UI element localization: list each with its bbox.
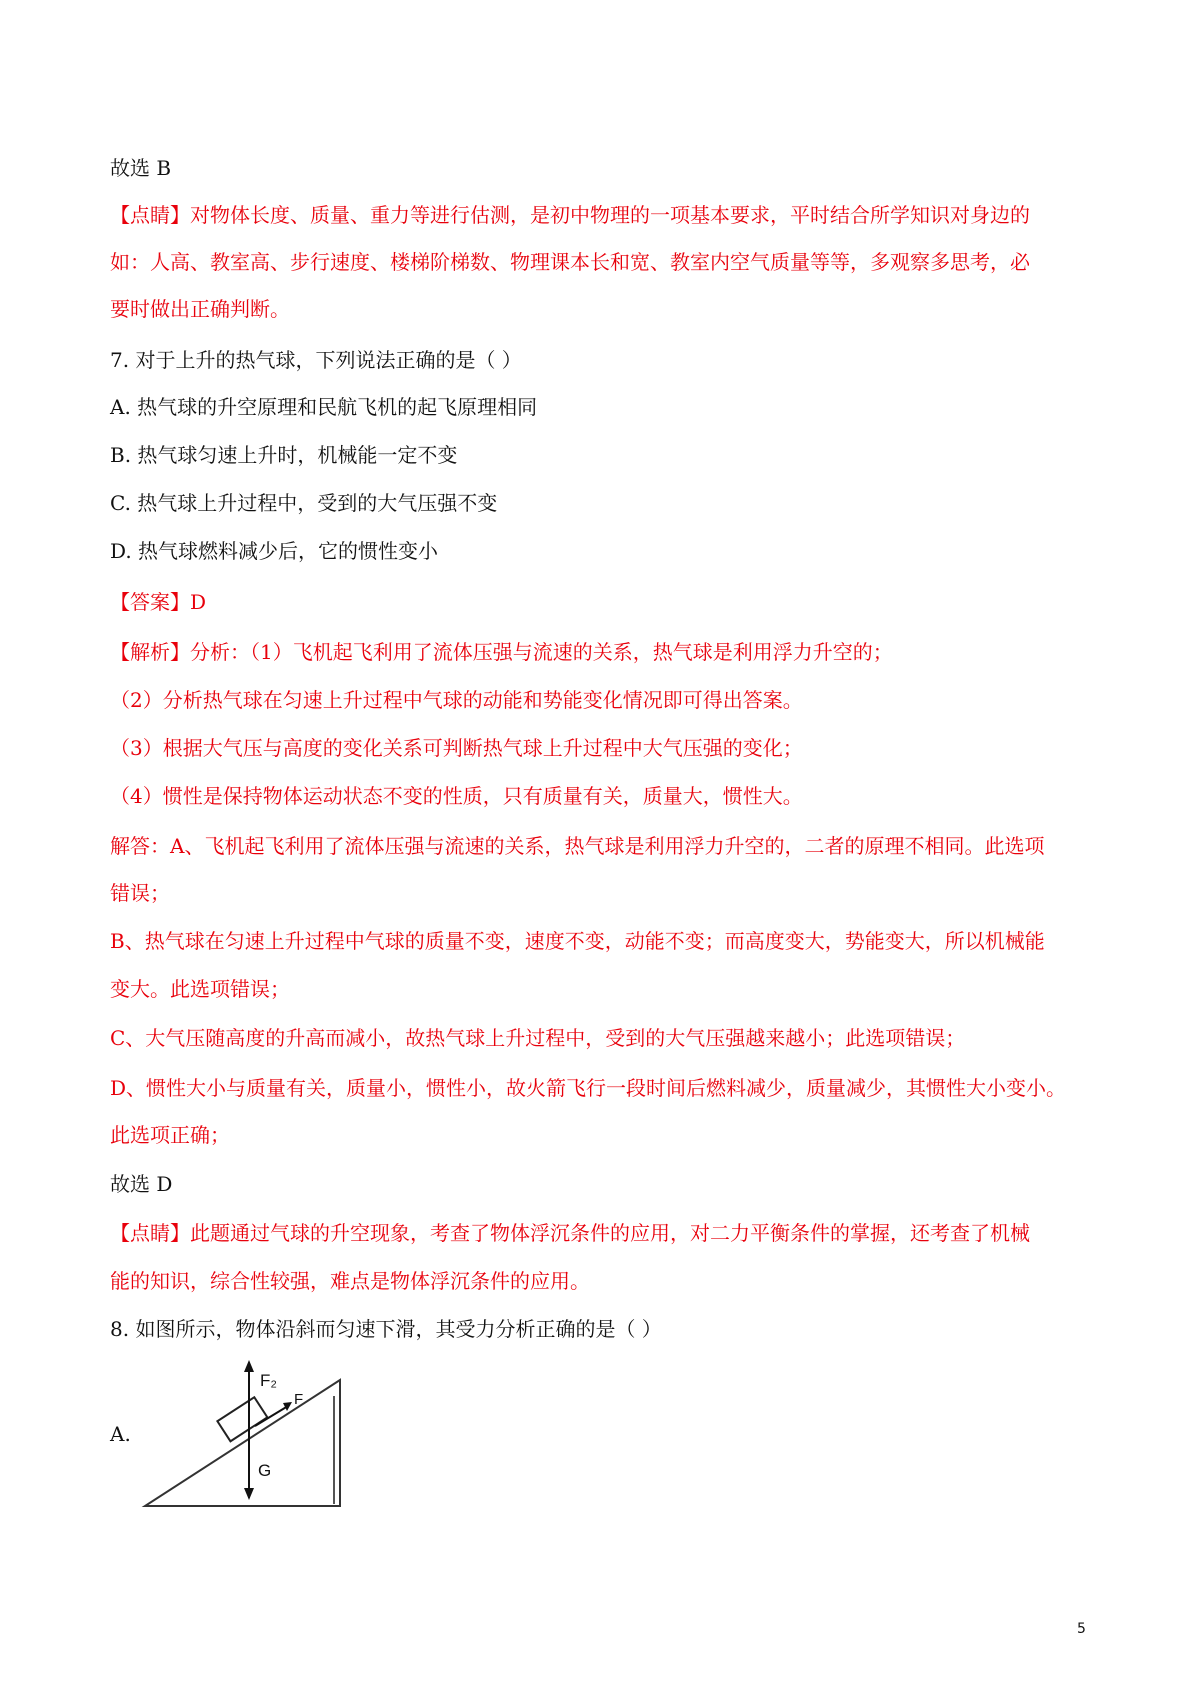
question-8: 8. 如图所示，物体沿斜而匀速下滑，其受力分析正确的是（ ） [110,1317,662,1341]
incline-plane [145,1380,340,1506]
friction-label: F [294,1391,304,1408]
option-a-label: A. [110,1422,131,1446]
page-number: 5 [1077,1621,1086,1637]
comment-line: 能的知识，综合性较强，难点是物体浮沉条件的应用。 [110,1269,590,1293]
option-b: B. 热气球匀速上升时，机械能一定不变 [110,443,458,467]
option-c: C. 热气球上升过程中，受到的大气压强不变 [110,491,498,515]
solution-line: 错误； [110,881,170,905]
analysis-line: （2）分析热气球在匀速上升过程中气球的动能和势能变化情况即可得出答案。 [110,688,803,712]
normal-force-label: F₂ [260,1371,277,1390]
answer-line: 【答案】D [110,590,207,614]
solution-line: C、大气压随高度的升高而减小，故热气球上升过程中，受到的大气压强越来越小；此选项错误； [110,1026,966,1050]
gravity-label: G [258,1461,272,1480]
solution-line: 变大。此选项错误； [110,977,290,1001]
solution-line: 解答：A、飞机起飞利用了流体压强与流速的关系，热气球是利用浮力升空的，二者的原理不相同。此选项 [110,834,1045,858]
text-line: 要时做出正确判断。 [110,297,290,321]
friction-arrowhead [283,1402,292,1411]
solution-line: B、热气球在匀速上升过程中气球的质量不变，速度不变，动能不变；而高度变大，势能变大，所以机械能 [110,929,1045,953]
analysis-line: （4）惯性是保持物体运动状态不变的性质，只有质量有关，质量大，惯性大。 [110,784,803,808]
gravity-arrowhead [244,1488,254,1500]
text-line: 如：人高、教室高、步行速度、楼梯阶梯数、物理课本长和宽、教室内空气质量等等，多观察多思考，必 [110,250,1030,274]
normal-force-arrowhead [244,1360,254,1372]
text-line: 【点睛】对物体长度、质量、重力等进行估测，是初中物理的一项基本要求，平时结合所学知识对身边的 [110,203,1030,227]
option-d: D. 热气球燃料减少后，它的惯性变小 [110,539,439,563]
solution-line: D、惯性大小与质量有关，质量小，惯性小，故火箭飞行一段时间后燃料减少，质量减少，其惯性大小变小。 [110,1076,1067,1100]
text-line: 故选 D [110,1172,173,1196]
question-7: 7. 对于上升的热气球，下列说法正确的是（ ） [110,348,522,372]
analysis-line: 【解析】分析：（1）飞机起飞利用了流体压强与流速的关系，热气球是利用浮力升空的； [110,640,893,664]
text-line: 故选 B [110,156,172,180]
incline-force-diagram [140,1356,345,1516]
option-a: A. 热气球的升空原理和民航飞机的起飞原理相同 [110,395,538,419]
analysis-line: （3）根据大气压与高度的变化关系可判断热气球上升过程中大气压强的变化； [110,736,803,760]
sliding-block [217,1397,267,1441]
solution-line: 此选项正确； [110,1123,230,1147]
comment-line: 【点睛】此题通过气球的升空现象，考查了物体浮沉条件的应用，对二力平衡条件的掌握，还考查了机械 [110,1221,1030,1245]
